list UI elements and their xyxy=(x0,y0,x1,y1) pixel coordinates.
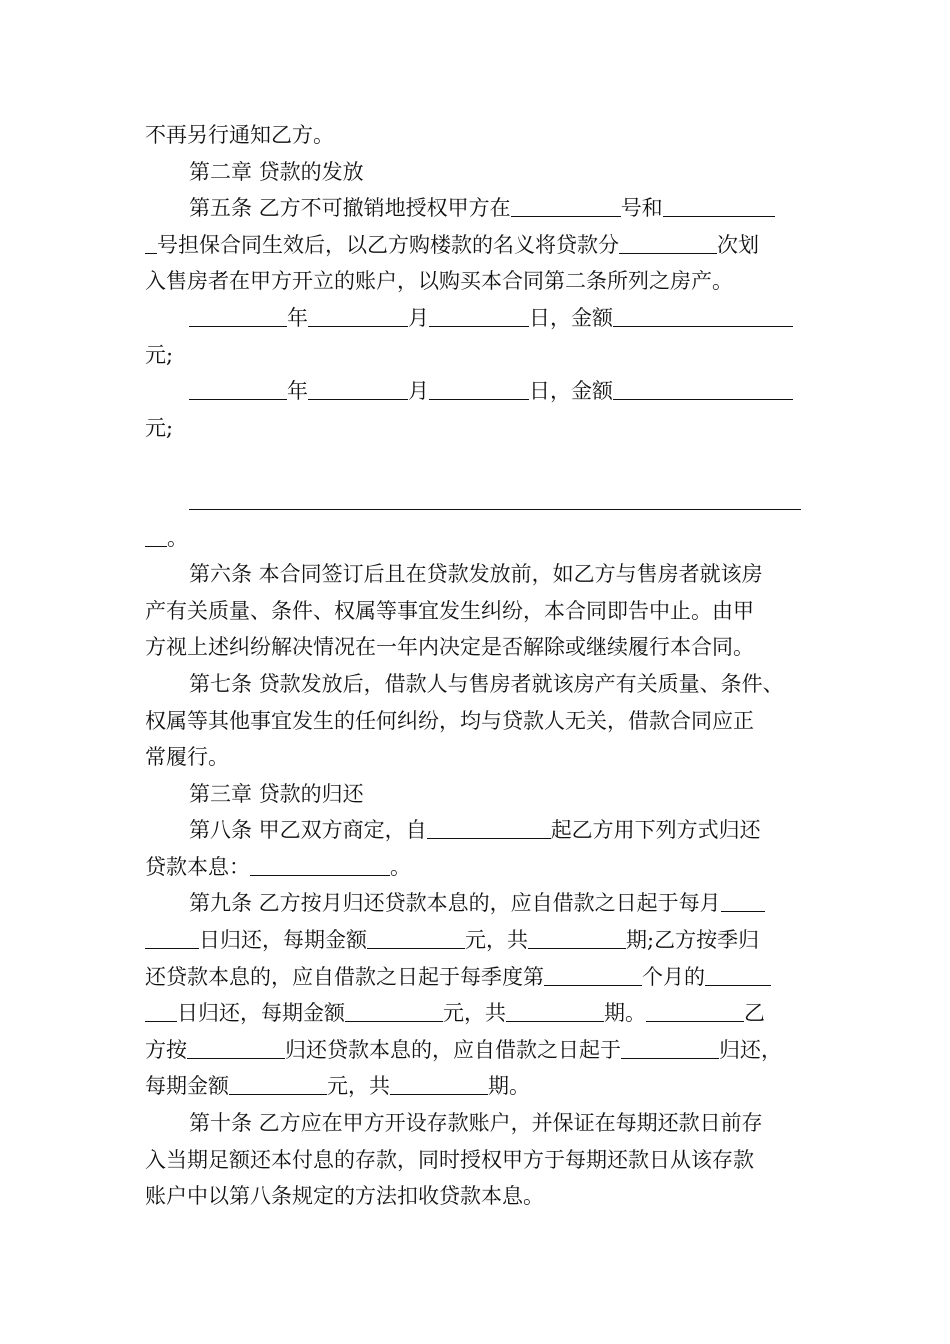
fill-blank[interactable] xyxy=(189,305,287,327)
fill-blank[interactable] xyxy=(721,890,765,912)
date-amount-line-1: 年 月 日，金额 xyxy=(145,300,808,337)
article-9-line-6: 每期金额 元，共 期。 xyxy=(145,1074,530,1099)
text-line: 。 xyxy=(145,520,808,557)
fill-blank[interactable] xyxy=(427,817,551,839)
fill-blank[interactable] xyxy=(646,1000,744,1022)
fill-blank[interactable] xyxy=(189,488,801,510)
date-amount-line-2: 年 月 日，金额 xyxy=(145,373,808,410)
article-9-line-3: 还贷款本息的，应自借款之日起于每季度第 个月的 xyxy=(145,959,808,996)
text-line: 元; xyxy=(145,415,174,440)
fill-blank[interactable] xyxy=(250,854,390,876)
fill-blank[interactable] xyxy=(429,378,529,400)
fill-blank[interactable] xyxy=(663,195,775,217)
fill-blank[interactable] xyxy=(705,964,771,986)
article-8-line-2: 贷款本息： 。 xyxy=(145,854,411,879)
fill-blank[interactable] xyxy=(528,927,626,949)
fill-blank[interactable] xyxy=(621,1037,719,1059)
article-9-line-5: 方按 归还贷款本息的，应自借款之日起于 归还， xyxy=(145,1037,782,1062)
article-5-line-2: 号担保合同生效后，以乙方购楼款的名义将贷款分 次划 xyxy=(145,227,808,264)
chapter-2-heading: 第二章 贷款的发放 xyxy=(189,159,364,184)
fill-blank[interactable] xyxy=(145,232,157,254)
article-7-line-1: 第七条 贷款发放后，借款人与售房者就该房产有关质量、条件、 xyxy=(189,671,784,696)
fill-blank[interactable] xyxy=(345,1000,443,1022)
article-9-line-2: 日归还，每期金额 元，共 期;乙方按季归 xyxy=(145,922,808,959)
article-7-line-2: 权属等其他事宜发生的任何纠纷，均与贷款人无关，借款合同应正 xyxy=(145,708,754,733)
long-blank-line xyxy=(145,483,808,520)
fill-blank[interactable] xyxy=(390,1073,488,1095)
fill-blank[interactable] xyxy=(145,927,199,949)
fill-blank[interactable] xyxy=(187,1037,285,1059)
fill-blank[interactable] xyxy=(308,305,408,327)
article-9-line-1: 第九条 乙方按月归还贷款本息的，应自借款之日起于每月 xyxy=(145,885,808,922)
fill-blank[interactable] xyxy=(506,1000,604,1022)
article-5-line-3: 入售房者在甲方开立的账户，以购买本合同第二条所列之房产。 xyxy=(145,269,733,294)
fill-blank[interactable] xyxy=(229,1073,327,1095)
fill-blank[interactable] xyxy=(619,232,717,254)
fill-blank[interactable] xyxy=(544,964,642,986)
fill-blank[interactable] xyxy=(613,305,793,327)
fill-blank[interactable] xyxy=(367,927,465,949)
fill-blank[interactable] xyxy=(613,378,793,400)
article-9-line-4: 日归还，每期金额 元，共 期。 乙 xyxy=(145,995,808,1032)
fill-blank[interactable] xyxy=(145,525,167,547)
text-line: 不再另行通知乙方。 xyxy=(145,123,334,147)
article-8-line-1: 第八条 甲乙双方商定，自 起乙方用下列方式归还 xyxy=(189,818,761,843)
fill-blank[interactable] xyxy=(511,195,621,217)
article-10-line-3: 账户中以第八条规定的方法扣收贷款本息。 xyxy=(145,1184,544,1209)
contract-page xyxy=(145,117,808,1215)
fill-blank[interactable] xyxy=(189,378,287,400)
chapter-3-heading: 第三章 贷款的归还 xyxy=(189,781,364,806)
fill-blank[interactable] xyxy=(145,1000,177,1022)
fill-blank[interactable] xyxy=(429,305,529,327)
fill-blank[interactable] xyxy=(308,378,408,400)
article-7-line-3: 常履行。 xyxy=(145,745,229,770)
article-6-line-3: 方视上述纠纷解决情况在一年内决定是否解除或继续履行本合同。 xyxy=(145,635,754,660)
article-10-line-1: 第十条 乙方应在甲方开设存款账户，并保证在每期还款日前存 xyxy=(189,1111,763,1136)
article-10-line-2: 入当期足额还本付息的存款，同时授权甲方于每期还款日从该存款 xyxy=(145,1147,754,1172)
article-5-line-1: 第五条 乙方不可撤销地授权甲方在 号和 xyxy=(145,190,808,227)
article-6-line-1: 第六条 本合同签订后且在贷款发放前，如乙方与售房者就该房 xyxy=(189,562,763,587)
text-line: 元; xyxy=(145,342,174,367)
article-6-line-2: 产有关质量、条件、权属等事宜发生纠纷，本合同即告中止。由甲 xyxy=(145,598,754,623)
